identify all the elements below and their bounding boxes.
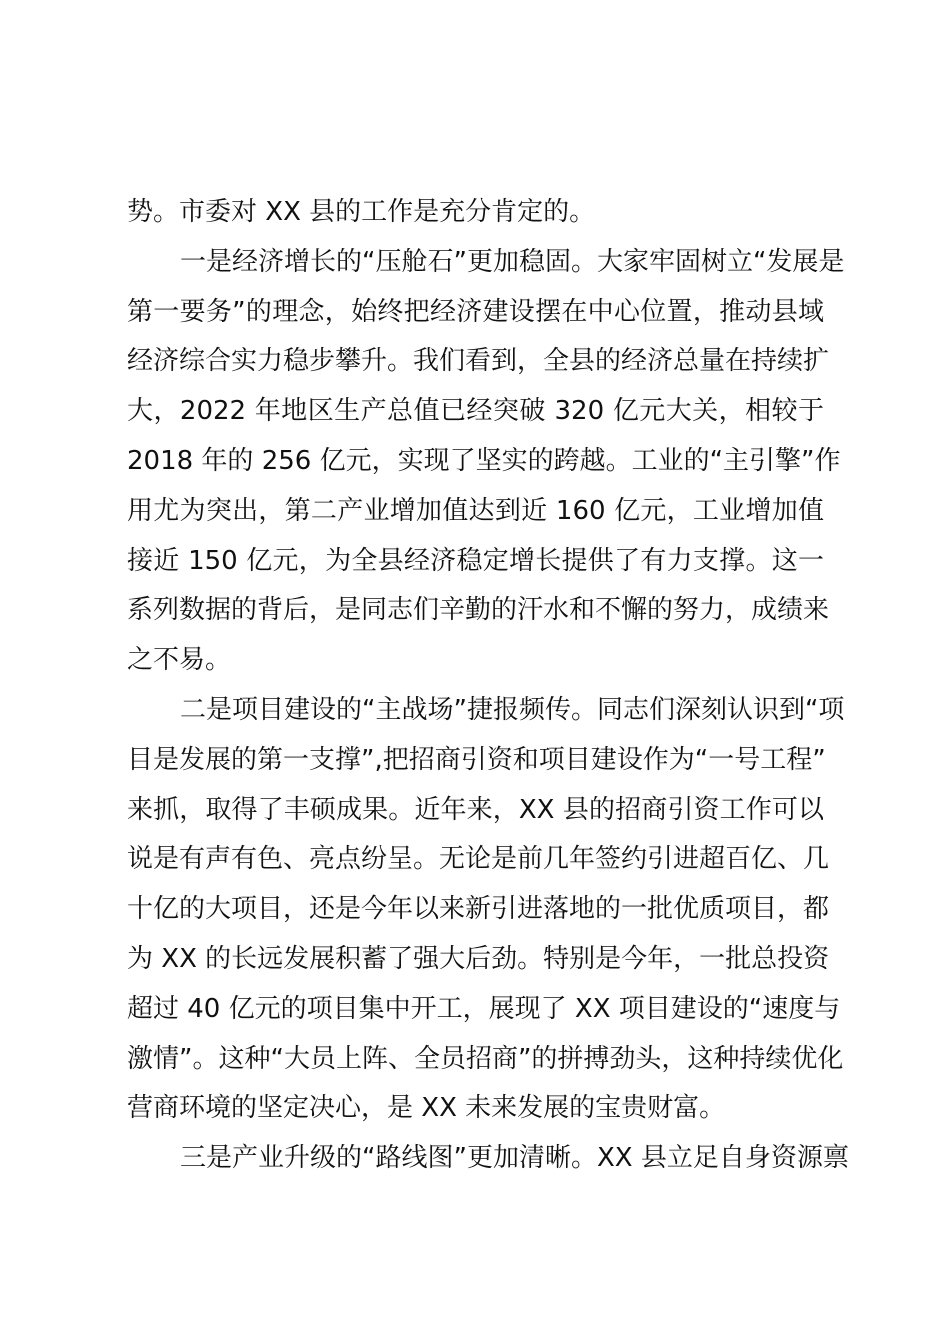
text-line: 营商环境的坚定决心，是 XX 未来发展的宝贵财富。: [127, 1093, 726, 1124]
text-line: 2018 年的 256 亿元，实现了坚实的跨越。工业的“主引擎”作: [127, 445, 841, 476]
text-line: 三是产业升级的“路线图”更加清晰。XX 县立足自身资源禀: [180, 1143, 849, 1174]
text-line: 超过 40 亿元的项目集中开工，展现了 XX 项目建设的“速度与: [127, 993, 841, 1024]
text-line: 经济综合实力稳步攀升。我们看到，全县的经济总量在持续扩: [127, 346, 830, 377]
text-line: 来抓，取得了丰硕成果。近年来，XX 县的招商引资工作可以: [127, 794, 824, 825]
text-line: 十亿的大项目，还是今年以来新引进落地的一批优质项目，都: [127, 894, 830, 925]
text-line: 用尤为突出，第二产业增加值达到近 160 亿元，工业增加值: [127, 495, 824, 526]
paragraph-projects: [127, 686, 845, 1134]
text-line: 大，2022 年地区生产总值已经突破 320 亿元大关，相较于: [127, 396, 824, 427]
text-line: 目是发展的第一支撑”,把招商引资和项目建设作为“一号工程”: [127, 744, 826, 775]
text-line: 接近 150 亿元，为全县经济稳定增长提供了有力支撑。这一: [127, 545, 824, 576]
text-line: 之不易。: [127, 645, 232, 676]
text-line: 二是项目建设的“主战场”捷报频传。同志们深刻认识到“项: [180, 694, 845, 725]
paragraph-industry: [127, 1134, 849, 1184]
document-page: [127, 188, 849, 1184]
text-line: 系列数据的背后，是同志们辛勤的汗水和不懈的努力，成绩来: [127, 595, 830, 626]
text-line: 激情”。这种“大员上阵、全员招商”的拼搏劲头，这种持续优化: [127, 1043, 844, 1074]
text-line: 一是经济增长的“压舱石”更加稳固。大家牢固树立“发展是: [180, 246, 845, 277]
text-line: 势。市委对 XX 县的工作是充分肯定的。: [127, 197, 596, 227]
text-line: 为 XX 的长远发展积蓄了强大后劲。特别是今年，一批总投资: [127, 943, 830, 974]
text-line: 说是有声有色、亮点纷呈。无论是前几年签约引进超百亿、几: [127, 844, 830, 875]
paragraph-intro-end: [127, 188, 824, 238]
text-line: 第一要务”的理念，始终把经济建设摆在中心位置，推动县域: [127, 296, 824, 327]
paragraph-economy: [127, 238, 845, 686]
